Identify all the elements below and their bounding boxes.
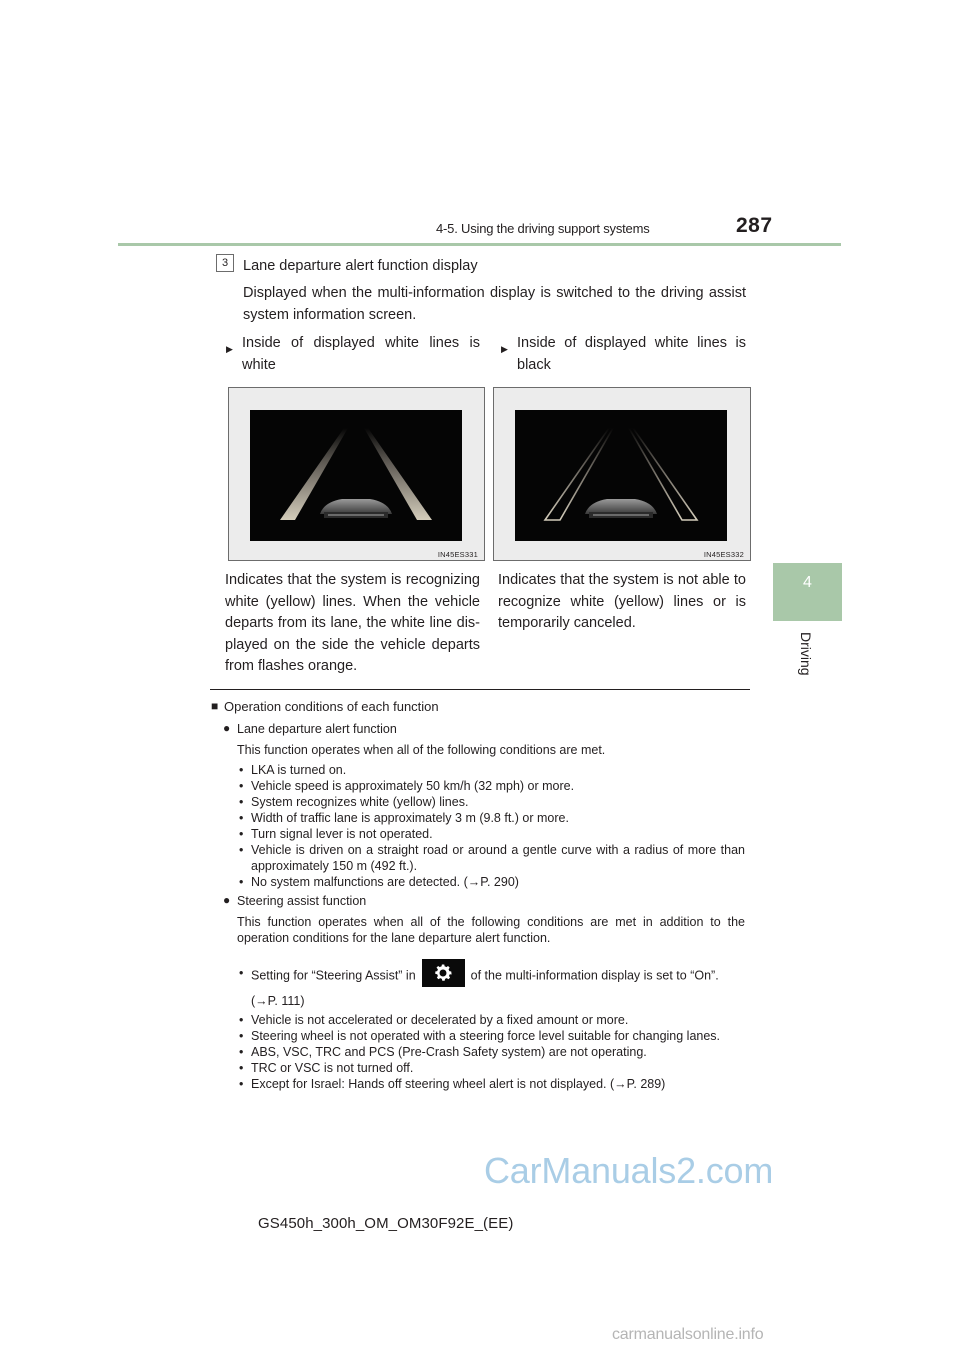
left-subheading: ▶ Inside of displayed white lines is white [226, 335, 480, 373]
vehicle-icon [585, 499, 657, 518]
chapter-tab [773, 563, 842, 621]
list-item: • Vehicle is not accelerated or decelerated by a fixed amount or more. [237, 1012, 745, 1028]
figure-code: IN45ES331 [437, 550, 478, 559]
watermark-domain: carmanualsonline.info [612, 1326, 764, 1343]
steering-assist-conditions [237, 962, 745, 1092]
list-item: • No system malfunctions are detected. (→P. 290) [237, 874, 745, 890]
figure-lanes-black [493, 387, 751, 561]
right-caption: Indicates that the system is not able to recognize white (yellow) lines or is temporarily canceled. [498, 572, 746, 631]
operation-conditions-title: Operation conditions of each function [224, 699, 439, 714]
header-section-title: 4-5. Using the driving support systems [436, 221, 650, 236]
display-screen-image [250, 410, 462, 541]
lane-display-illustration [250, 410, 462, 541]
list-item: • LKA is turned on. [237, 762, 745, 778]
list-item: • ABS, VSC, TRC and PCS (Pre-Crash Safety system) are not operating. [237, 1044, 745, 1060]
circle-bullet-icon: ● [223, 893, 231, 907]
gear-icon [422, 959, 465, 987]
list-item-setting: • Setting for “Steering Assist” in of the multi-information display is set to “On”. (→P. 111) [237, 962, 745, 1012]
watermark: CarManuals2.com [484, 1150, 774, 1191]
page-number: 287 [736, 214, 773, 237]
steering-assist-intro: This function operates when all of the following conditions are met in addition to the operation conditions for the lane departure alert function. [237, 915, 745, 945]
list-item: • TRC or VSC is not turned off. [237, 1060, 745, 1076]
triangle-bullet-icon: ▶ [226, 344, 233, 354]
chapter-tab-label: Driving [798, 632, 814, 676]
circle-bullet-icon: ● [223, 721, 231, 735]
section-title: Lane departure alert function display [243, 258, 478, 274]
section-description: Displayed when the multi-information display is switched to the driving assist system information screen. [243, 285, 746, 323]
list-item: • Vehicle speed is approximately 50 km/h (32 mph) or more. [237, 778, 745, 794]
left-caption: Indicates that the system is recognizing white (yellow) lines. When the vehicle departs from its lane, the white line dis-played on the side the vehicle departs from flashes orange. [225, 572, 480, 674]
section-divider [210, 689, 750, 690]
list-item: • Steering wheel is not operated with a steering force level suitable for changing lanes. [237, 1028, 745, 1044]
right-subheading: ▶ Inside of displayed white lines is black [501, 335, 746, 373]
figure-code: IN45ES332 [703, 550, 744, 559]
steering-assist-title: Steering assist function [237, 894, 367, 908]
square-bullet-icon: ■ [211, 699, 219, 713]
footer-code: GS450h_300h_OM_OM30F92E_(EE) [258, 1215, 514, 1232]
list-item: • Turn signal lever is not operated. [237, 826, 745, 842]
list-item: • Except for Israel: Hands off steering wheel alert is not displayed. (→P. 289) [237, 1076, 745, 1092]
vehicle-icon [320, 499, 392, 518]
list-item: • Vehicle is driven on a straight road or around a gentle curve with a radius of more than approximately 150 m (492 ft.). [237, 842, 745, 874]
list-item: • System recognizes white (yellow) lines. [237, 794, 745, 810]
figure-lanes-white [228, 387, 485, 561]
list-item: • Width of traffic lane is approximately 3 m (9.8 ft.) or more. [237, 810, 745, 826]
lane-departure-intro: This function operates when all of the following conditions are met. [237, 743, 606, 757]
chapter-tab-number: 4 [803, 574, 812, 591]
header-rule [118, 243, 841, 246]
step-badge: 3 [216, 254, 234, 272]
lane-departure-conditions [237, 762, 745, 890]
triangle-bullet-icon: ▶ [501, 344, 508, 354]
display-screen-image [515, 410, 727, 541]
lane-departure-title: Lane departure alert function [237, 722, 397, 736]
lane-display-illustration [515, 410, 727, 541]
